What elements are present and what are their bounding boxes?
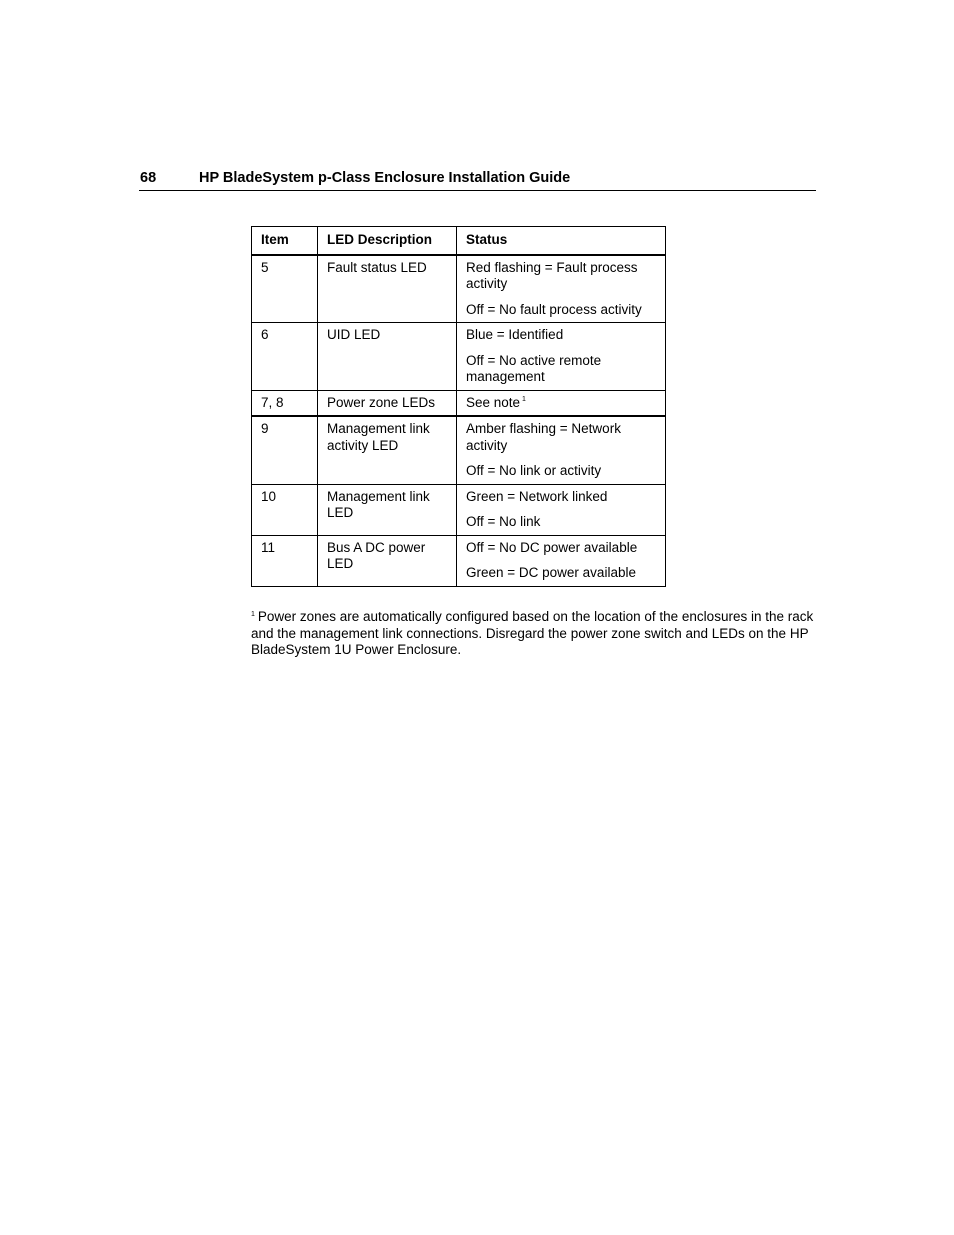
status-line: Off = No DC power available — [466, 539, 638, 555]
footnote-mark: 1 — [251, 610, 255, 618]
footnote — [251, 609, 821, 659]
status-line: Off = No link or activity — [466, 463, 602, 478]
table-row — [252, 390, 666, 416]
cell-item: 7, 8 — [252, 390, 318, 416]
status-line: Amber flashing = Network activity — [466, 421, 621, 453]
column-header-item: Item — [252, 227, 318, 255]
cell-status — [457, 323, 666, 391]
column-header-led-description: LED Description — [318, 227, 457, 255]
cell-led-description: UID LED — [318, 323, 457, 391]
status-line: See note — [466, 394, 521, 410]
cell-item: 10 — [252, 484, 318, 535]
table-row — [252, 416, 666, 484]
document-title: HP BladeSystem p-Class Enclosure Installation Guide — [199, 170, 571, 186]
table-row — [252, 323, 666, 391]
footnote-text: Power zones are automatically configured based on the location of the enclosures in the rack and the management link connections. Disregard the power zone switch and LEDs on the HP BladeSystem 1U Power Enclosure. — [251, 609, 814, 657]
table-row — [252, 484, 666, 535]
led-status-table — [251, 226, 666, 587]
cell-status — [457, 535, 666, 586]
status-line: Red flashing = Fault process activity — [466, 259, 638, 291]
cell-item: 9 — [252, 416, 318, 484]
page-header — [139, 168, 816, 191]
table-header-row — [252, 227, 666, 255]
status-line: Blue = Identified — [466, 327, 564, 342]
column-header-status: Status — [457, 227, 666, 255]
cell-item: 11 — [252, 535, 318, 586]
status-line: Off = No fault process activity — [466, 301, 642, 317]
cell-item: 6 — [252, 323, 318, 391]
footnote-reference: 1 — [522, 396, 526, 403]
status-line: Green = DC power available — [466, 565, 636, 580]
cell-led-description: Management link LED — [318, 484, 457, 535]
cell-status — [457, 416, 666, 484]
cell-led-description: Fault status LED — [318, 255, 457, 323]
page-number: 68 — [140, 170, 157, 186]
cell-led-description: Power zone LEDs — [318, 390, 457, 416]
status-line: Off = No active remote management — [466, 352, 602, 384]
cell-led-description: Bus A DC power LED — [318, 535, 457, 586]
table-row — [252, 535, 666, 586]
table-row — [252, 255, 666, 323]
cell-status — [457, 390, 666, 416]
cell-status — [457, 484, 666, 535]
cell-status — [457, 255, 666, 323]
cell-led-description: Management link activity LED — [318, 416, 457, 484]
status-line: Green = Network linked — [466, 488, 608, 504]
status-line: Off = No link — [466, 514, 541, 529]
cell-item: 5 — [252, 255, 318, 323]
